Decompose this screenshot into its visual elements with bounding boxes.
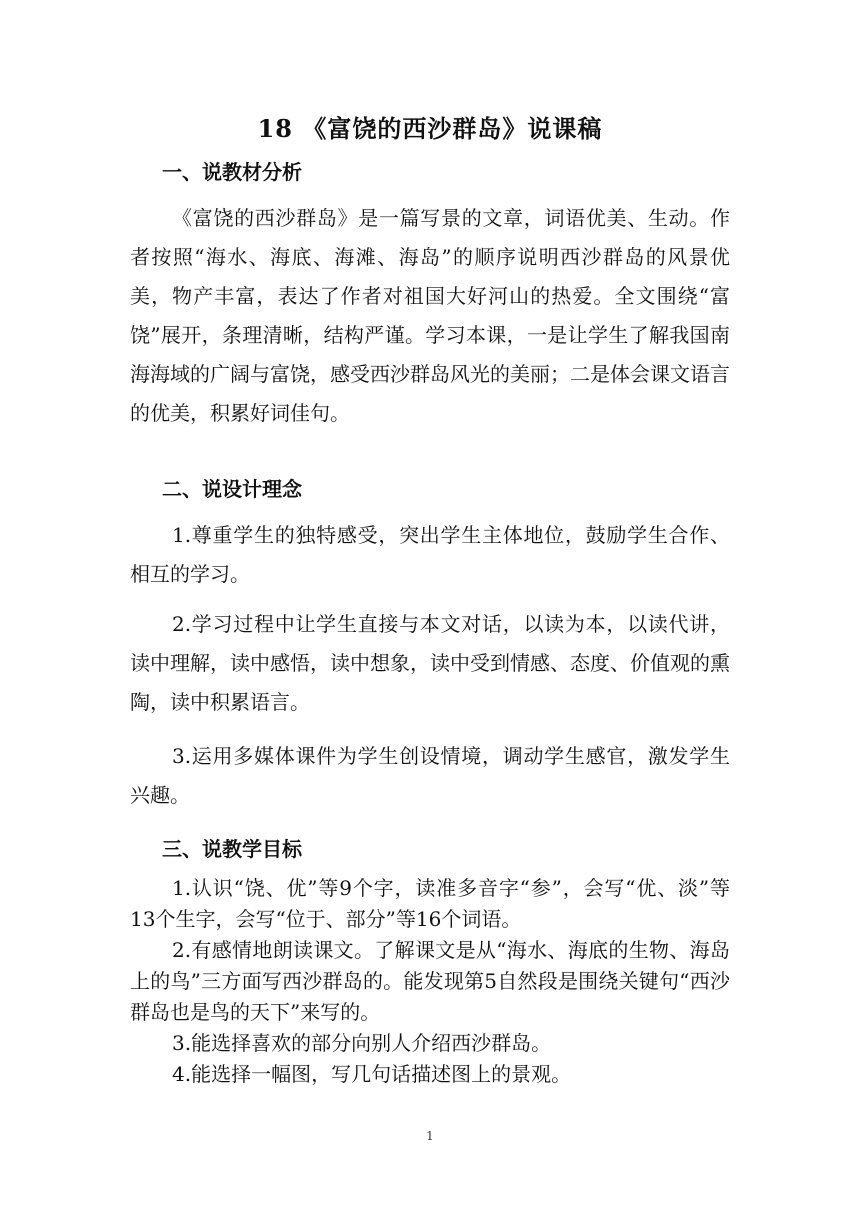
document-title: 18 《富饶的西沙群岛》说课稿 [257, 114, 603, 143]
section-heading-design-concept: 二、说设计理念 [162, 477, 302, 501]
section-heading-textbook-analysis: 一、说教材分析 [162, 160, 302, 184]
paragraph-design-concept-2: 2.学习过程中让学生直接与本文对话，以读为本，以读代讲，读中理解，读中感悟，读中想象，读中受到情感、态度、价值观的熏陶，读中积累语言。 [130, 612, 730, 714]
section-heading-teaching-goals: 三、说教学目标 [162, 837, 302, 861]
paragraph-teaching-goal-4: 4.能选择一幅图，写几句话描述图上的景观。 [172, 1062, 572, 1086]
paragraph-textbook-analysis: 《富饶的西沙群岛》是一篇写景的文章，词语优美、生动。作者按照“海水、海底、海滩、海岛”的顺序说明西沙群岛的风景优美，物产丰富，表达了作者对祖国大好河山的热爱。全文围绕“富饶”展开，条理清晰，结构严谨。学习本课，一是让学生了解我国南海海域的广阔与富饶，感受西沙群岛风光的美丽；二是体会课文语言的优美，积累好词佳句。 [130, 206, 730, 425]
paragraph-design-concept-3: 3.运用多媒体课件为学生创设情境，调动学生感官，激发学生兴趣。 [130, 744, 730, 807]
paragraph-teaching-goal-2: 2.有感情地朗读课文。了解课文是从“海水、海底的生物、海岛上的鸟”三方面写西沙群岛的。能发现第5自然段是围绕关键句“西沙群岛也是鸟的天下”来写的。 [130, 938, 730, 1024]
page-number: 1 [426, 1129, 434, 1143]
paragraph-design-concept-1: 1.尊重学生的独特感受，突出学生主体地位，鼓励学生合作、相互的学习。 [130, 523, 730, 586]
paragraph-teaching-goal-3: 3.能选择喜欢的部分向别人介绍西沙群岛。 [172, 1031, 552, 1055]
paragraph-teaching-goal-1: 1.认识“饶、优”等9个字，读准多音字“参”，会写“优、淡”等13个生字，会写“位于、部分”等16个词语。 [130, 876, 730, 931]
